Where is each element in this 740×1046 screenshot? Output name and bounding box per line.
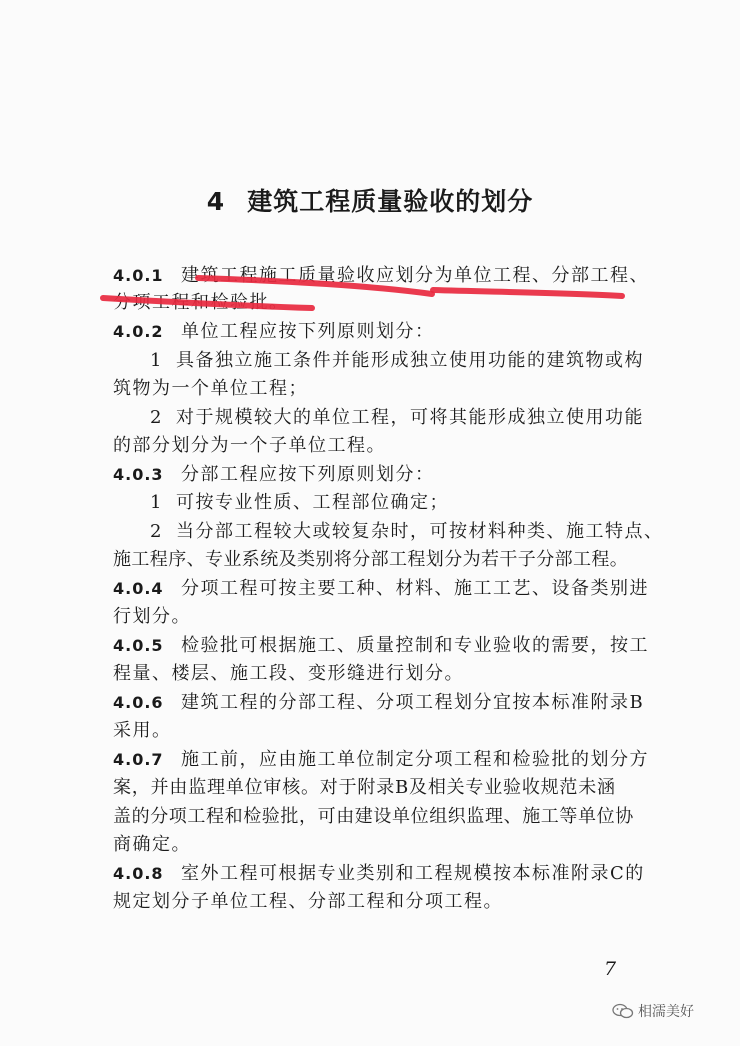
- item-text: 当分部工程较大或较复杂时，可按材料种类、施工特点、: [176, 521, 664, 542]
- item-text: 具备独立施工条件并能形成独立使用功能的建筑物或构: [176, 350, 644, 371]
- clause-text: 分部工程应按下列原则划分：: [181, 464, 435, 485]
- clause-number: 4.0.4: [113, 579, 164, 598]
- item-number: 1: [150, 492, 163, 513]
- clause-text: 单位工程应按下列原则划分：: [181, 321, 435, 342]
- clause-number: 4.0.2: [113, 322, 164, 341]
- clause-4-0-7-line-4: [113, 830, 191, 856]
- clause-4-0-3-item-2-line-2: [113, 545, 628, 571]
- clause-number: 4.0.6: [113, 693, 164, 712]
- clause-4-0-4-line-1: [113, 574, 649, 600]
- item-text: 施工程序、专业系统及类别将分部工程划分为若干子分部工程。: [113, 549, 629, 570]
- clause-4-0-2-item-1-line-2: [113, 374, 308, 400]
- item-number: 1: [150, 350, 163, 371]
- clause-number: 4.0.8: [113, 864, 164, 883]
- clause-4-0-8-line-1: [113, 859, 645, 885]
- clause-4-0-3-item-2-line-1: [150, 517, 664, 543]
- clause-text: 行划分。: [113, 606, 191, 627]
- clause-text: 分项工程可按主要工种、材料、施工工艺、设备类别进: [181, 578, 649, 599]
- clause-4-0-1-line-2: [113, 288, 289, 314]
- chapter-title-text: 建筑工程质量验收的划分: [247, 187, 534, 216]
- clause-text: 建筑工程的分部工程、分项工程划分宜按本标准附录B: [181, 692, 645, 713]
- clause-4-0-3-intro: [113, 460, 435, 486]
- page-number: 7: [604, 958, 617, 980]
- clause-number: 4.0.3: [113, 465, 164, 484]
- clause-text: 商确定。: [113, 834, 191, 855]
- clause-text: 检验批可根据施工、质量控制和专业验收的需要，按工: [181, 635, 649, 656]
- watermark-text: 相濡美好: [638, 1004, 694, 1020]
- watermark: [612, 1001, 694, 1021]
- highlight-stroke-2: [433, 290, 622, 296]
- clause-4-0-6-line-1: [113, 688, 644, 714]
- clause-4-0-2-item-2-line-1: [150, 403, 644, 429]
- wechat-icon: [612, 1003, 634, 1019]
- clause-number: 4.0.5: [113, 636, 164, 655]
- clause-text: 盖的分项工程和检验批，可由建设单位组织监理、施工等单位协: [113, 806, 634, 827]
- clause-4-0-7-line-2: [113, 773, 616, 799]
- clause-number: 4.0.7: [113, 750, 164, 769]
- clause-4-0-7-line-3: [113, 802, 634, 828]
- clause-text: 程量、楼层、施工段、变形缝进行划分。: [113, 663, 464, 684]
- clause-4-0-4-line-2: [113, 602, 191, 628]
- clause-text: 室外工程可根据专业类别和工程规模按本标准附录C的: [181, 863, 645, 884]
- clause-4-0-2-item-2-line-2: [113, 431, 386, 457]
- clause-4-0-8-line-2: [113, 887, 503, 913]
- item-text: 可按专业性质、工程部位确定；: [176, 492, 449, 513]
- chapter-number: 4: [206, 187, 226, 216]
- clause-number: 4.0.1: [113, 266, 164, 285]
- clause-4-0-2-item-1-line-1: [150, 346, 644, 372]
- item-number: 2: [150, 407, 163, 428]
- item-text: 对于规模较大的单位工程，可将其能形成独立使用功能: [176, 407, 644, 428]
- clause-4-0-5-line-2: [113, 659, 464, 685]
- clause-4-0-6-line-2: [113, 716, 172, 742]
- item-number: 2: [150, 521, 163, 542]
- item-text: 筑物为一个单位工程；: [113, 378, 308, 399]
- clause-text: 施工前，应由施工单位制定分项工程和检验批的划分方: [181, 749, 649, 770]
- item-text: 的部分划分为一个子单位工程。: [113, 435, 386, 456]
- chapter-title: [0, 182, 740, 218]
- clause-4-0-5-line-1: [113, 631, 649, 657]
- clause-text: 建筑工程施工质量验收应划分为单位工程、分部工程、: [181, 265, 649, 286]
- clause-4-0-1-line-1: [113, 261, 649, 287]
- clause-text: 分项工程和检验批。: [113, 292, 289, 313]
- clause-text: 案，并由监理单位审核。对于附录B及相关专业验收规范未涵: [113, 777, 616, 798]
- clause-4-0-2-intro: [113, 317, 435, 343]
- clause-4-0-7-line-1: [113, 745, 649, 771]
- clause-text: 规定划分子单位工程、分部工程和分项工程。: [113, 891, 503, 912]
- clause-4-0-3-item-1: [150, 488, 449, 514]
- clause-text: 采用。: [113, 720, 172, 741]
